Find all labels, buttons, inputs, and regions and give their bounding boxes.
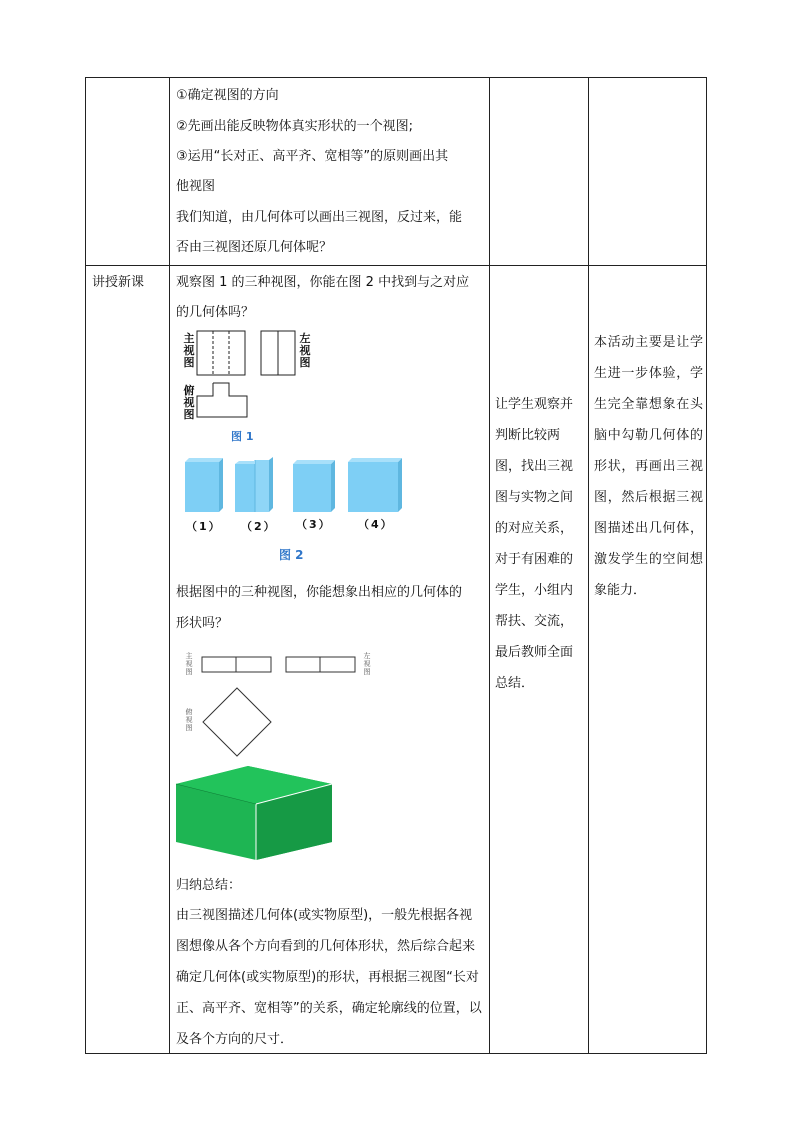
step-3-line1: ③运用“长对正、高平齐、宽相等”的原则画出其 xyxy=(176,149,449,164)
col-divider-2 xyxy=(489,78,490,1053)
col-divider-3 xyxy=(588,78,589,1053)
solid-2 xyxy=(235,457,273,512)
fig3-front-label: 主视图 xyxy=(185,652,193,676)
solid-4 xyxy=(348,458,402,512)
row-divider xyxy=(86,265,706,266)
fig1-front-label: 主视图 xyxy=(183,332,195,369)
imagine-line1: 根据图中的三种视图，你能想象出相应的几何体的 xyxy=(176,585,463,600)
fig2-label-2: （2） xyxy=(241,520,277,533)
fig3-top-view xyxy=(201,686,273,758)
col-divider-1 xyxy=(169,78,170,1053)
step-2: ②先画出能反映物体真实形状的一个视图; xyxy=(176,119,414,134)
fig1-caption: 图 1 xyxy=(231,430,254,443)
fig3-top-label: 俯视图 xyxy=(185,708,193,732)
fig3-solid xyxy=(174,764,336,864)
lesson-table xyxy=(85,77,707,1054)
student-activity: 让学生观察并判断比较两图，找出三视图与实物之间的对应关系，对于有困难的学生，小组内帮扶、交流，最后教师全面总结． xyxy=(495,397,574,691)
fig1-top-view xyxy=(196,382,248,418)
fig3-front-view xyxy=(201,656,273,674)
fig1-left-view xyxy=(260,330,296,376)
design-intent: 本活动主要是让学生进一步体验，学生完全靠想象在头脑中勾勒几何体的形状，再画出三视图，然后根据三视图描述出几何体，激发学生的空间想象能力． xyxy=(594,335,703,598)
solid-1 xyxy=(185,458,223,512)
fig1-top-label: 俯视图 xyxy=(183,384,195,421)
imagine-line2: 形状吗？ xyxy=(176,616,229,631)
step-1: ①确定视图的方向 xyxy=(176,88,279,103)
step-3-line2: 他视图 xyxy=(176,179,216,194)
fig3-left-view xyxy=(285,656,357,674)
fig3-left-label: 左视图 xyxy=(363,652,371,676)
question-line1: 我们知道，由几何体可以画出三视图，反过来，能 xyxy=(176,210,463,225)
summary-title: 归纳总结： xyxy=(176,878,242,893)
fig1-front-view xyxy=(196,330,246,376)
fig2-caption: 图 2 xyxy=(279,548,304,562)
fig2-solids xyxy=(183,456,403,516)
fig2-label-4: （4） xyxy=(358,518,394,531)
fig2-label-1: （1） xyxy=(186,520,222,533)
fig1-left-label: 左视图 xyxy=(299,332,311,369)
stage-label: 讲授新课 xyxy=(92,275,145,290)
question-line2: 否由三视图还原几何体呢？ xyxy=(176,240,333,255)
observe-line2: 的几何体吗？ xyxy=(176,305,255,320)
summary-text: 由三视图描述几何体(或实物原型)，一般先根据各视图想像从各个方向看到的几何体形状，然后综合起来确定几何体(或实物原型)的形状，再根据三视图“长对正、高平齐、宽相等”的关系，确定轮廓线的位置，以及各个方向的尺寸． xyxy=(176,908,482,1047)
observe-line1: 观察图 1 的三种视图，你能在图 2 中找到与之对应 xyxy=(176,275,470,290)
fig2-label-3: （3） xyxy=(296,518,332,531)
solid-3 xyxy=(293,460,335,512)
